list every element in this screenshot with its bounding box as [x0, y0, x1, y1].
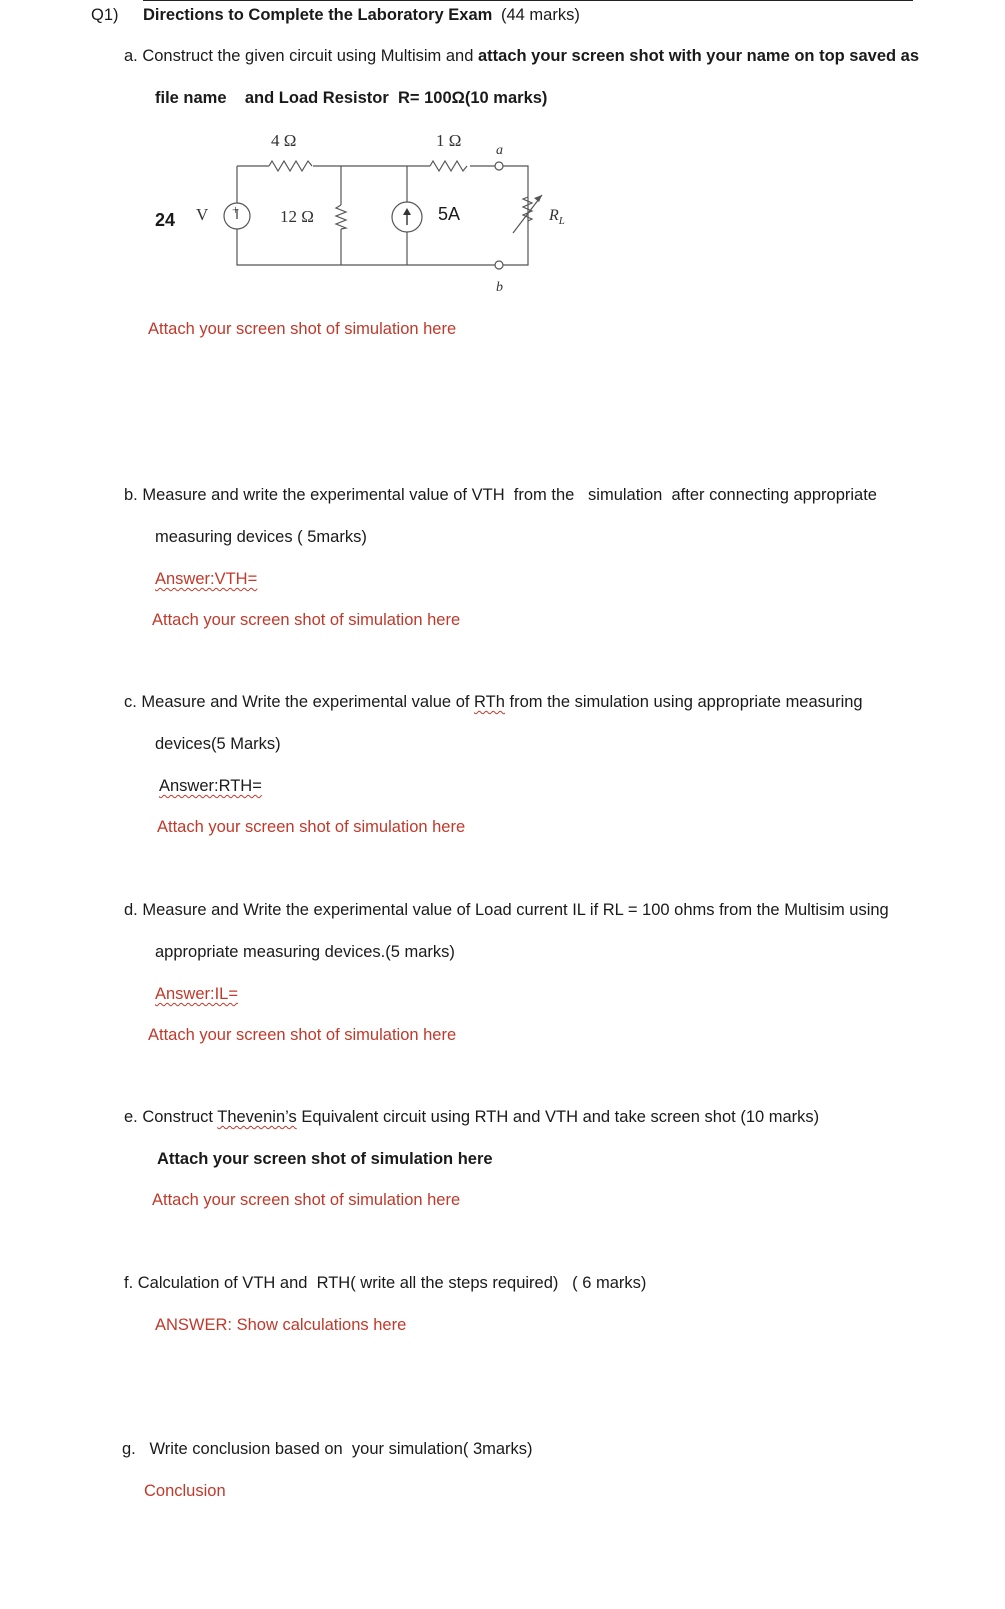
- label-1-ohm: 1 Ω: [436, 131, 462, 150]
- part-e-term: Thevenin’s: [217, 1108, 297, 1126]
- part-d-line2: appropriate measuring devices.(5 marks): [155, 943, 455, 961]
- circuit-diagram: [150, 125, 590, 295]
- part-f-answer: ANSWER: Show calculations here: [155, 1316, 407, 1334]
- top-rule: [143, 0, 913, 1]
- part-c-line1-text: c. Measure and Write the experimental value of: [124, 693, 475, 711]
- part-f-line1: f. Calculation of VTH and RTH( write all the steps required) ( 6 marks): [124, 1274, 647, 1292]
- part-e-line1-text: e. Construct: [124, 1108, 218, 1126]
- part-a-line1-text: a. Construct the given circuit using Multisim and: [124, 47, 478, 65]
- question-number: Q1): [91, 6, 119, 24]
- part-a-line1: [124, 47, 919, 66]
- terminal-a: [495, 162, 503, 170]
- load-arrow-head: [534, 195, 542, 202]
- part-b-line2: measuring devices ( 5marks): [155, 528, 367, 546]
- label-load-sub: L: [558, 215, 565, 227]
- part-g-conclusion: Conclusion: [144, 1482, 226, 1500]
- part-c-line1: [124, 693, 863, 712]
- label-node-b: b: [496, 280, 503, 295]
- source-plus: +: [232, 202, 240, 217]
- resistor-4-ohm: [269, 161, 312, 171]
- resistor-12-ohm: [336, 205, 346, 229]
- label-source-unit: V: [196, 205, 209, 224]
- part-c-term: RTh: [474, 693, 505, 711]
- label-12-ohm: 12 Ω: [280, 207, 314, 226]
- part-d-line1: d. Measure and Write the experimental value of Load current IL if RL = 100 ohms from the Multisim using: [124, 901, 889, 919]
- terminal-b: [495, 261, 503, 269]
- resistor-1-ohm: [430, 161, 467, 171]
- part-e-line1: [124, 1108, 819, 1127]
- total-marks: (44 marks): [501, 6, 580, 24]
- label-source-value: 24: [155, 210, 176, 230]
- part-c-attach: Attach your screen shot of simulation here: [157, 818, 466, 836]
- part-b-attach: Attach your screen shot of simulation here: [152, 611, 461, 629]
- part-g-line1: g. Write conclusion based on your simulation( 3marks): [122, 1440, 533, 1458]
- part-c-line2: devices(5 Marks): [155, 735, 281, 753]
- part-d-attach: Attach your screen shot of simulation here: [148, 1026, 457, 1044]
- label-4-ohm: 4 Ω: [271, 131, 297, 150]
- part-a-line2: file name and Load Resistor R= 100Ω(10 marks): [155, 89, 548, 107]
- part-a-line1-bold: attach your screen shot with your name on top saved as: [478, 47, 920, 65]
- part-e-attach: Attach your screen shot of simulation here: [152, 1191, 461, 1209]
- page-title: Directions to Complete the Laboratory Exam: [143, 6, 493, 24]
- part-c-answer: Answer:RTH=: [159, 777, 262, 795]
- label-node-a: a: [496, 143, 503, 158]
- part-b-answer: Answer:VTH=: [155, 570, 258, 588]
- part-e-line1-post: Equivalent circuit using RTH and VTH and take screen shot (10 marks): [296, 1108, 820, 1126]
- label-current-source: 5A: [438, 204, 461, 224]
- label-load: [548, 207, 565, 227]
- part-e-bold-attach: Attach your screen shot of simulation here: [157, 1150, 493, 1168]
- part-b-line1: b. Measure and write the experimental value of VTH from the simulation after connecting appropriate: [124, 486, 877, 504]
- part-d-answer: Answer:IL=: [155, 985, 238, 1003]
- part-c-line1-post: from the simulation using appropriate measuring: [504, 693, 863, 711]
- label-load-main: R: [549, 207, 559, 224]
- part-a-attach: Attach your screen shot of simulation here: [148, 320, 457, 338]
